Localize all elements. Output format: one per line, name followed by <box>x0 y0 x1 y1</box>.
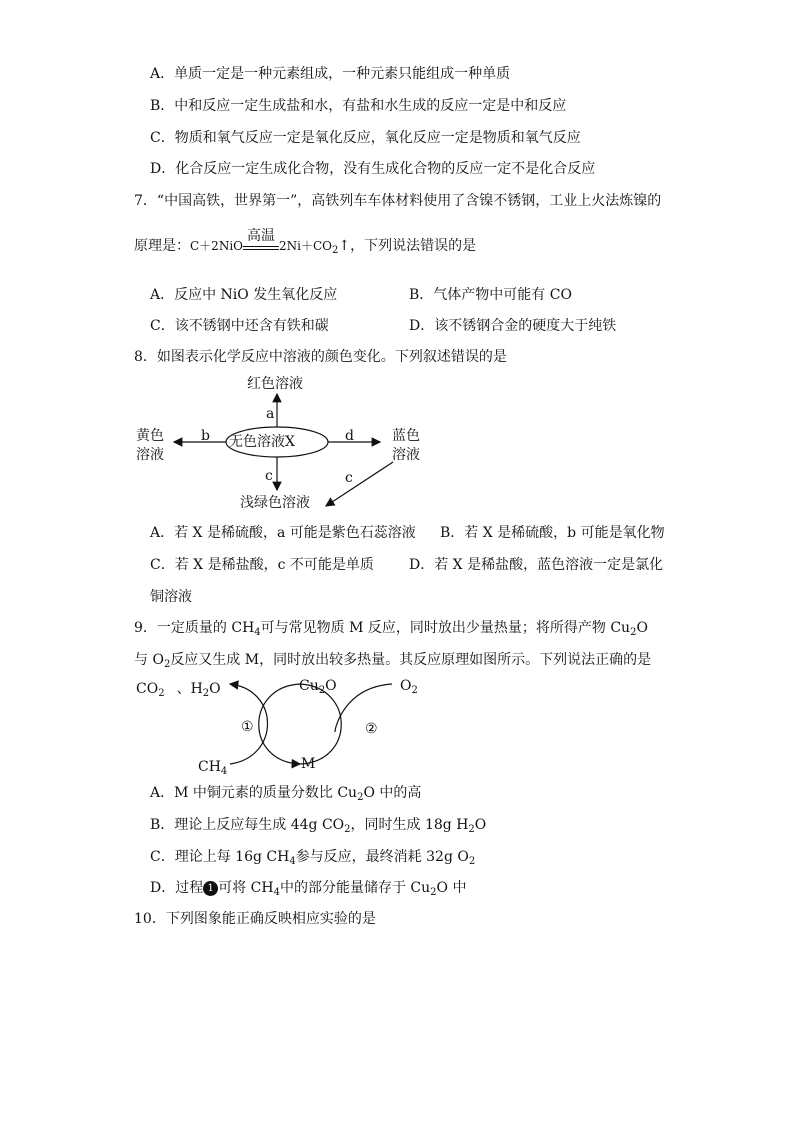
q6-option-b: B．中和反应一定生成盐和水，有盐和水生成的反应一定是中和反应 <box>150 98 567 114</box>
label-d: d <box>345 428 354 444</box>
q9-stem2-b: 反应又生成 M，同时放出较多热量。其反应原理如图所示。下列说法正确的是 <box>170 652 652 668</box>
right-label-2: 溶液 <box>392 447 420 463</box>
reaction-condition <box>243 228 279 250</box>
q9-diagram <box>130 672 430 777</box>
label-b: b <box>201 428 210 444</box>
cu2o-label: $Cu_2O$ <box>299 678 337 696</box>
q9-stem1-b: 可与常见物质 M 反应，同时放出少量热量；将所得产物 Cu <box>260 620 631 636</box>
condition-label: 高温 <box>247 228 275 244</box>
o2-label: $O_2$ <box>400 678 418 696</box>
equation-sub: 2 <box>332 245 339 256</box>
q10-stem: 10．下列图象能正确反映相应实验的是 <box>134 911 376 927</box>
q8-option-c: C．若 X 是稀盐酸，c 不可能是单质 <box>150 557 374 573</box>
products-label: $CO_2$ 、$H_2O$ <box>136 681 221 699</box>
label-a: a <box>266 406 275 422</box>
q8-option-b: B．若 X 是稀硫酸，b 可能是氧化物 <box>440 525 665 541</box>
arrow-diagonal <box>326 462 393 506</box>
step1-label: ① <box>241 719 254 735</box>
q6-option-d: D．化合反应一定生成化合物，没有生成化合物的反应一定不是化合反应 <box>150 161 596 177</box>
label-c-center: c <box>265 468 273 484</box>
q8-stem: 8．如图表示化学反应中溶液的颜色变化。下列叙述错误的是 <box>134 349 507 365</box>
bottom-label: 浅绿色溶液 <box>240 495 310 511</box>
q7-option-a: A．反应中 NiO 发生氧化反应 <box>150 287 338 303</box>
q7-option-c: C．该不锈钢中还含有铁和碳 <box>150 318 329 334</box>
ch4-label: $CH_4$ <box>198 759 228 777</box>
sub-4: 4 <box>254 627 261 638</box>
label-c-right: c <box>345 470 353 486</box>
q9-stem-line2 <box>134 650 651 670</box>
q8-option-d-line1: D．若 X 是稀盐酸，蓝色溶液一定是氯化 <box>409 557 664 573</box>
top-label: 红色溶液 <box>247 376 303 392</box>
q6-option-c: C．物质和氧气反应一定是氧化反应，氧化反应一定是物质和氧气反应 <box>150 130 581 146</box>
q8-diagram <box>130 372 430 517</box>
arc-center-right <box>300 684 341 764</box>
equation-right: 2Ni＋CO <box>279 239 332 253</box>
q9-stem-line1 <box>134 618 648 638</box>
left-label-2: 溶液 <box>136 447 164 463</box>
q9-option-d: D．过程 1 可将 $CH_4$中的部分能量储存于 $Cu_2O$ 中 <box>150 880 467 898</box>
process-1-icon: 1 <box>203 881 218 896</box>
sub-2: 2 <box>630 627 637 638</box>
q9-stem2-a: 与 O <box>134 652 164 668</box>
gas-arrow: ↑ <box>338 238 351 254</box>
left-label-1: 黄色 <box>136 428 164 444</box>
q7-stem-suffix: ，下列说法错误的是 <box>350 238 477 254</box>
m-label: M <box>301 756 316 772</box>
sub-2: 2 <box>163 659 171 670</box>
equation-left: C＋2NiO <box>190 239 243 253</box>
right-label-1: 蓝色 <box>392 428 420 444</box>
arc-center-left <box>259 684 300 764</box>
q9-option-b: B．理论上反应每生成 44g $CO_2$，同时生成 18g $H_2O$ <box>150 817 487 835</box>
q9-stem1-a: 9．一定质量的 CH <box>134 620 255 636</box>
arc-o2 <box>335 684 392 732</box>
q7-stem-prefix: 原理是： <box>134 238 190 254</box>
q9-option-a: A．M 中铜元素的质量分数比 $Cu_2O$ 中的高 <box>150 785 422 803</box>
q7-option-d: D．该不锈钢合金的硬度大于纯铁 <box>409 318 617 334</box>
q9-stem1-c: O <box>636 620 648 636</box>
center-label: 无色溶液X <box>229 434 295 450</box>
step2-label: ② <box>365 721 378 737</box>
q8-option-a: A．若 X 是稀硫酸，a 可能是紫色石蕊溶液 <box>150 525 416 541</box>
q7-stem-line2 <box>134 228 477 256</box>
q8-option-d-line2: 铜溶液 <box>150 589 192 605</box>
equals-bar <box>243 246 279 250</box>
q9-option-c: C．理论上每 16g $CH_4$参与反应，最终消耗 32g $O_2$ <box>150 849 476 867</box>
q6-option-a: A．单质一定是一种元素组成，一种元素只能组成一种单质 <box>150 66 511 82</box>
q7-stem-line1: 7．“中国高铁，世界第一”，高铁列车车体材料使用了含镍不锈钢，工业上火法炼镍的 <box>134 193 662 209</box>
q7-option-b: B．气体产物中可能有 CO <box>409 287 572 303</box>
